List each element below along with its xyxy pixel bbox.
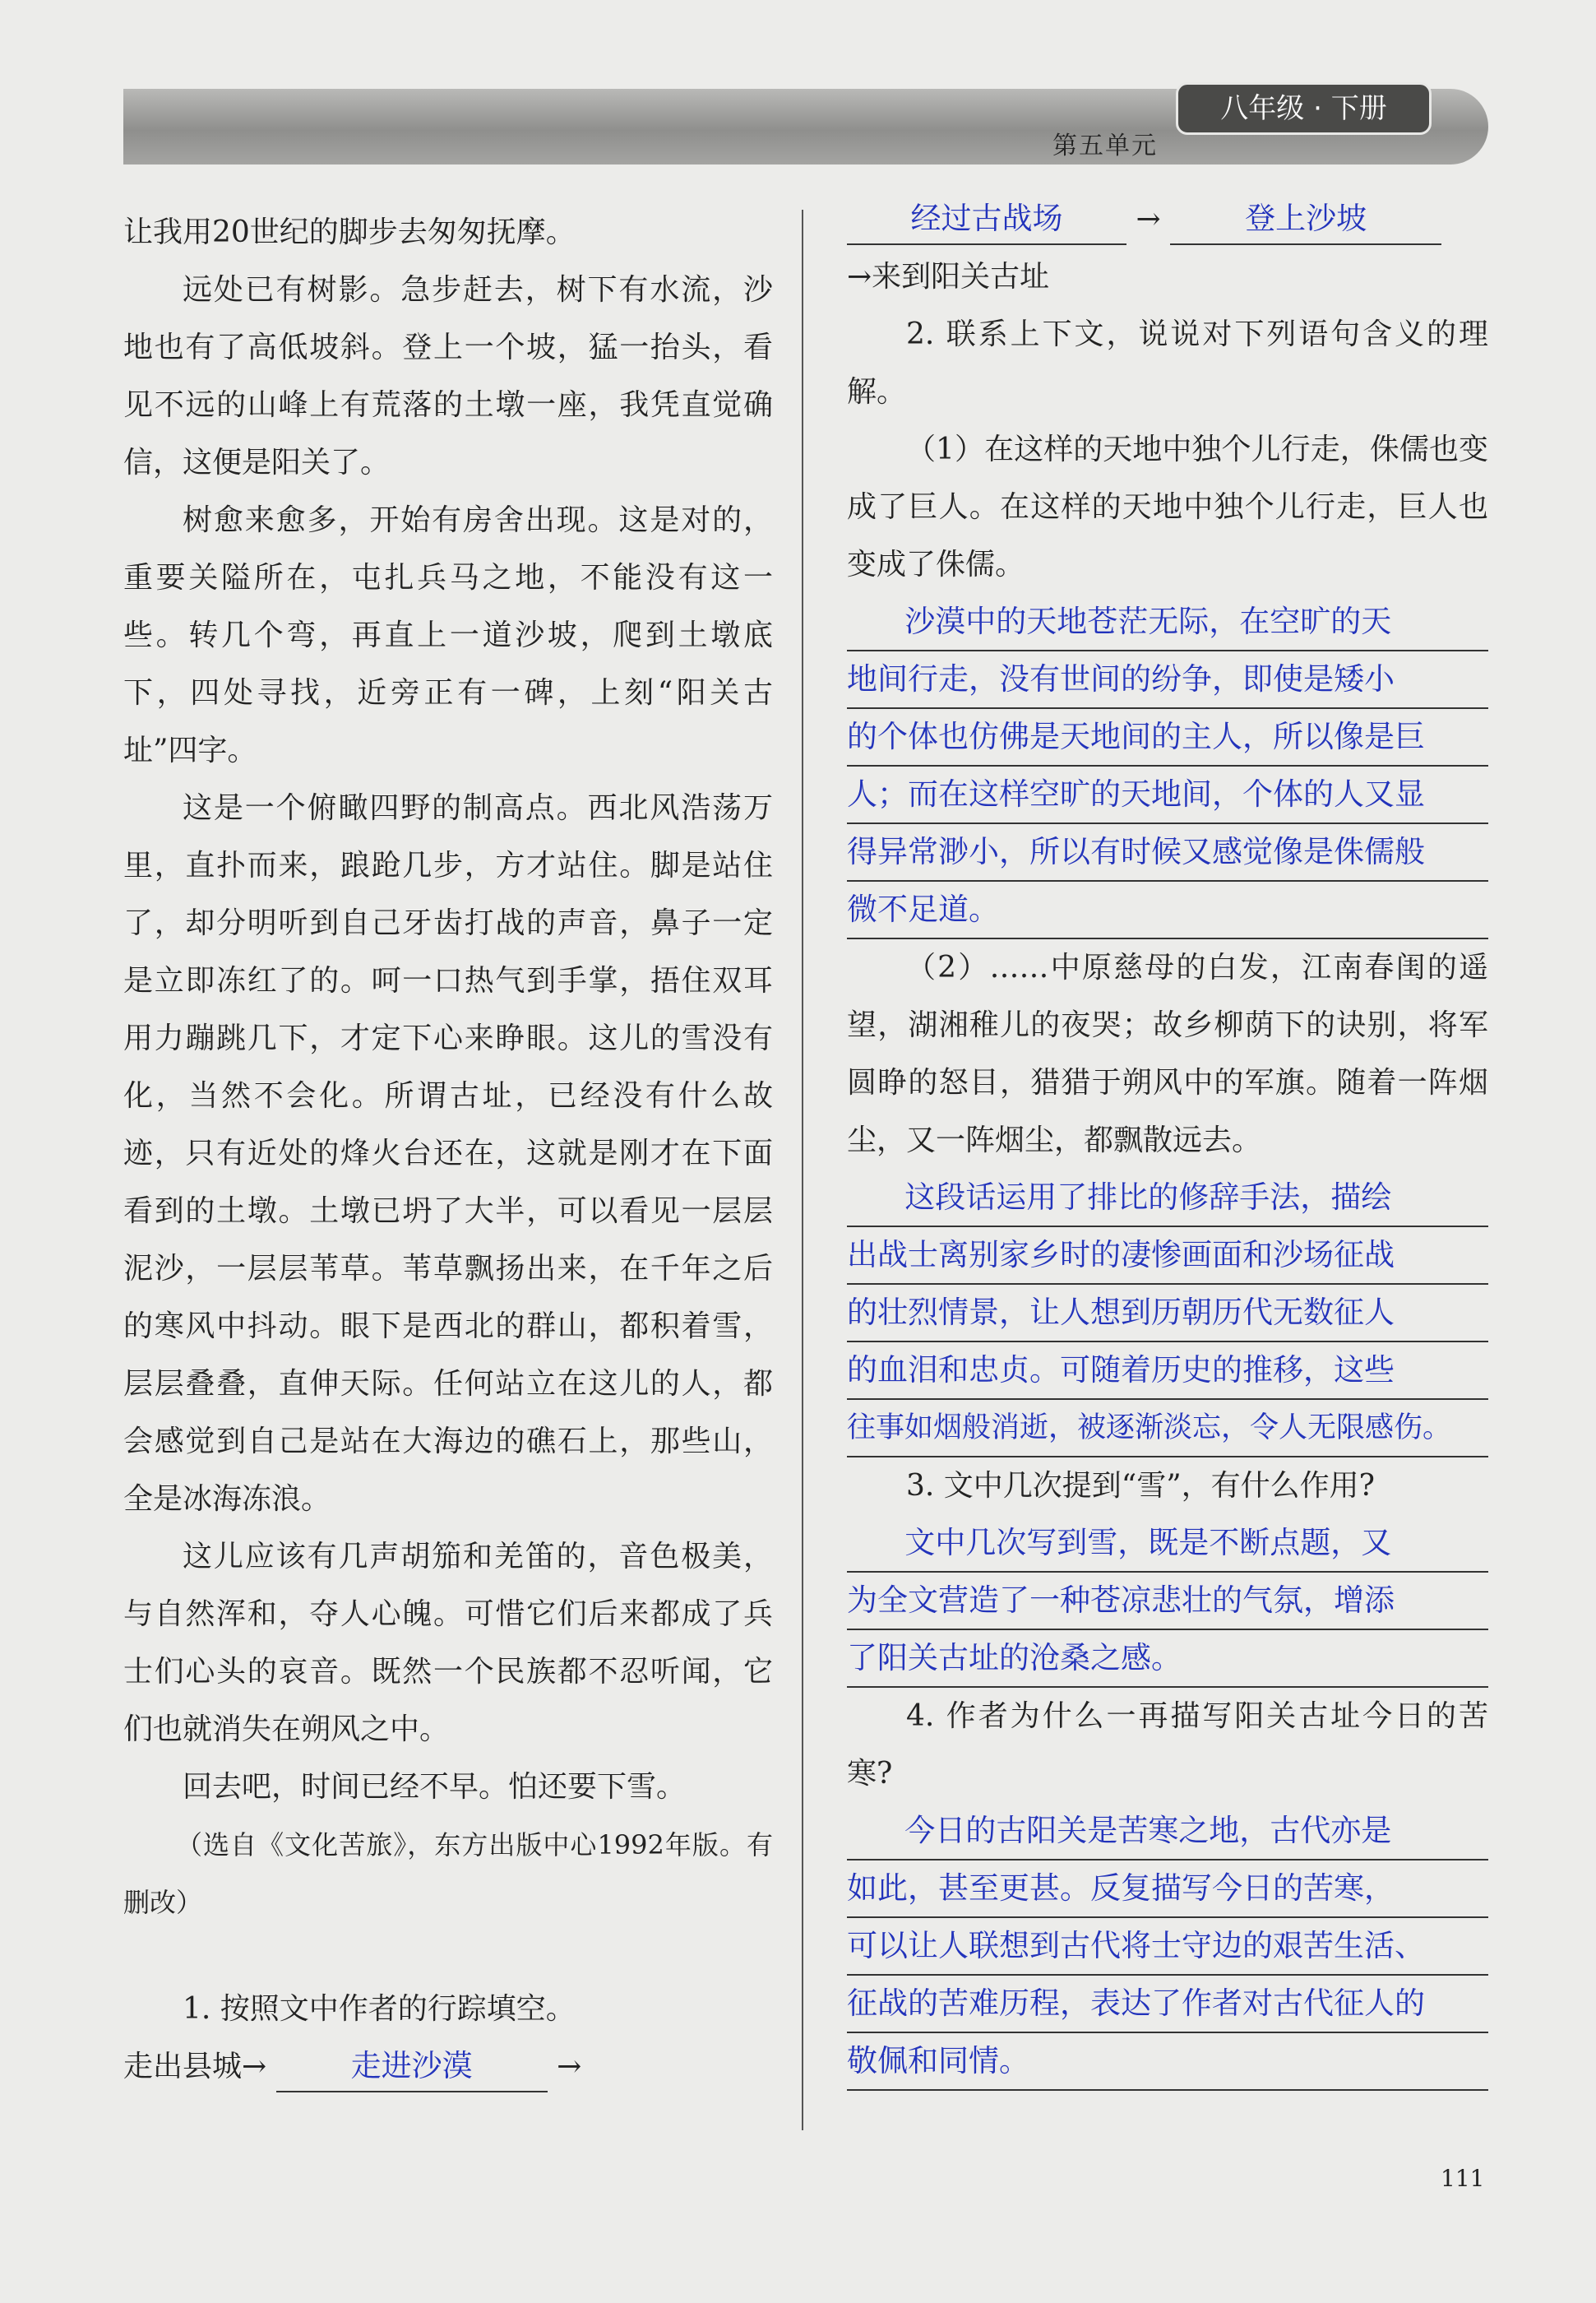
spacer [123, 1931, 773, 1981]
q1-route-end [847, 248, 1488, 306]
grade-tab: 八年级 · 下册 [1176, 82, 1432, 135]
answer-4[interactable] [847, 1803, 1488, 2091]
answer-line: 人；而在这样空旷的天地间，个体的人又显 [847, 767, 1488, 824]
answer-line: 文中几次写到雪，既是不断点题，又 [847, 1515, 1488, 1573]
answer-line: 可以让人联想到古代将士守边的艰苦生活、 [847, 1918, 1488, 1976]
answer-line: 出战士离别家乡时的凄惨画面和沙场征战 [847, 1227, 1488, 1285]
q1-route-line [123, 2038, 773, 2096]
arrow-icon: → [1136, 202, 1161, 236]
answer-line: 这段话运用了排比的修辞手法，描绘 [847, 1170, 1488, 1227]
answer-blank-1[interactable]: 走进沙漠 [276, 2041, 548, 2092]
arrow-icon: → [847, 260, 872, 294]
answer-line: 得异常渺小，所以有时候又感觉像是侏儒般 [847, 824, 1488, 882]
answer-2-2[interactable] [847, 1170, 1488, 1457]
question-2: 2. 联系上下文，说说对下列语句含义的理解。 [847, 317, 1488, 409]
answer-2-1[interactable] [847, 594, 1488, 939]
source-note: （选自《文化苦旅》，东方出版中心1992年版。有删改） [123, 1829, 773, 1918]
question-3: 3. 文中几次提到“雪”，有什么作用? [906, 1469, 1375, 1503]
answer-line: 为全文营造了一种苍凉悲壮的气氛，增添 [847, 1573, 1488, 1630]
answer-line: 的个体也仿佛是天地间的主人，所以像是巨 [847, 709, 1488, 767]
right-column [847, 191, 1488, 2091]
left-column [123, 204, 773, 2096]
route-start: 走出县城 [123, 2050, 243, 2083]
route-end: 来到阳关古址 [872, 260, 1050, 294]
passage-para-3: 树愈来愈多，开始有房舍出现。这是对的，重要关隘所在，屯扎兵马之地，不能没有这一些。转几个弯，再直上一道沙坡，爬到土墩底下，四处寻找，近旁正有一碑，上刻“阳关古址”四字。 [123, 503, 773, 767]
answer-line: 今日的古阳关是苦寒之地，古代亦是 [847, 1803, 1488, 1860]
passage-para-2: 远处已有树影。急步赶去，树下有水流，沙地也有了高低坡斜。登上一个坡，猛一抬头，看见不远的山峰上有荒落的土墩一座，我凭直觉确信，这便是阳关了。 [123, 273, 773, 480]
answer-blank-2[interactable]: 经过古战场 [847, 194, 1126, 245]
answer-line: 的血泪和忠贞。可随着历史的推移，这些 [847, 1342, 1488, 1400]
answer-line: 微不足道。 [847, 882, 1488, 939]
q1-route-continued [847, 191, 1488, 248]
passage-para-5: 这儿应该有几声胡笳和羌笛的，音色极美，与自然浑和，夺人心魄。可惜它们后来都成了兵士们心头的哀音。既然一个民族都不忍听闻，它们也就消失在朔风之中。 [123, 1540, 773, 1746]
unit-label: 第五单元 [1052, 132, 1158, 160]
question-2-2: （2）……中原慈母的白发，江南春闺的遥望，湖湘稚儿的夜哭；故乡柳荫下的诀别，将军圆睁的怒目，猎猎于朔风中的军旗。随着一阵烟尘，又一阵烟尘，都飘散远去。 [847, 951, 1488, 1157]
answer-line: 往事如烟般消逝，被逐渐淡忘，令人无限感伤。 [847, 1400, 1488, 1457]
column-divider [802, 210, 803, 2130]
answer-line: 的壮烈情景，让人想到历朝历代无数征人 [847, 1285, 1488, 1342]
passage-para-1: 让我用20世纪的脚步去匆匆抚摩。 [123, 215, 576, 249]
arrow-icon: → [557, 2050, 582, 2083]
page-number: 111 [1441, 2165, 1485, 2192]
passage-para-4: 这是一个俯瞰四野的制高点。西北风浩荡万里，直扑而来，踉跄几步，方才站住。脚是站住了，却分明听到自己牙齿打战的声音，鼻子一定是立即冻红了的。呵一口热气到手掌，捂住双耳用力蹦跳几下，才定下心来睁眼。这儿的雪没有化，当然不会化。所谓古址，已经没有什么故迹，只有近处的烽火台还在，这就是刚才在下面看到的土墩。土墩已坍了大半，可以看见一层层泥沙，一层层苇草。苇草飘扬出来，在千年之后的寒风中抖动。眼下是西北的群山，都积着雪，层层叠叠，直伸天际。任何站立在这儿的人，都会感觉到自己是站在大海边的礁石上，那些山，全是冰海冻浪。 [123, 791, 773, 1516]
answer-line: 沙漠中的天地苍茫无际，在空旷的天 [847, 594, 1488, 651]
question-2-1: （1）在这样的天地中独个儿行走，侏儒也变成了巨人。在这样的天地中独个儿行走，巨人也变成了侏儒。 [847, 433, 1488, 582]
passage-para-6: 回去吧，时间已经不早。怕还要下雪。 [183, 1770, 687, 1804]
question-4: 4. 作者为什么一再描写阳关古址今日的苦寒? [847, 1699, 1488, 1791]
answer-line: 征战的苦难历程，表达了作者对古代征人的 [847, 1976, 1488, 2033]
arrow-icon: → [242, 2050, 267, 2083]
answer-line: 敬佩和同情。 [847, 2033, 1488, 2091]
answer-line: 如此，甚至更甚。反复描写今日的苦寒， [847, 1860, 1488, 1918]
answer-line: 了阳关古址的沧桑之感。 [847, 1630, 1488, 1688]
answer-3[interactable] [847, 1515, 1488, 1688]
question-1: 1. 按照文中作者的行踪填空。 [183, 1992, 576, 2026]
answer-line: 地间行走，没有世间的纷争，即使是矮小 [847, 651, 1488, 709]
answer-blank-3[interactable]: 登上沙坡 [1170, 194, 1441, 245]
